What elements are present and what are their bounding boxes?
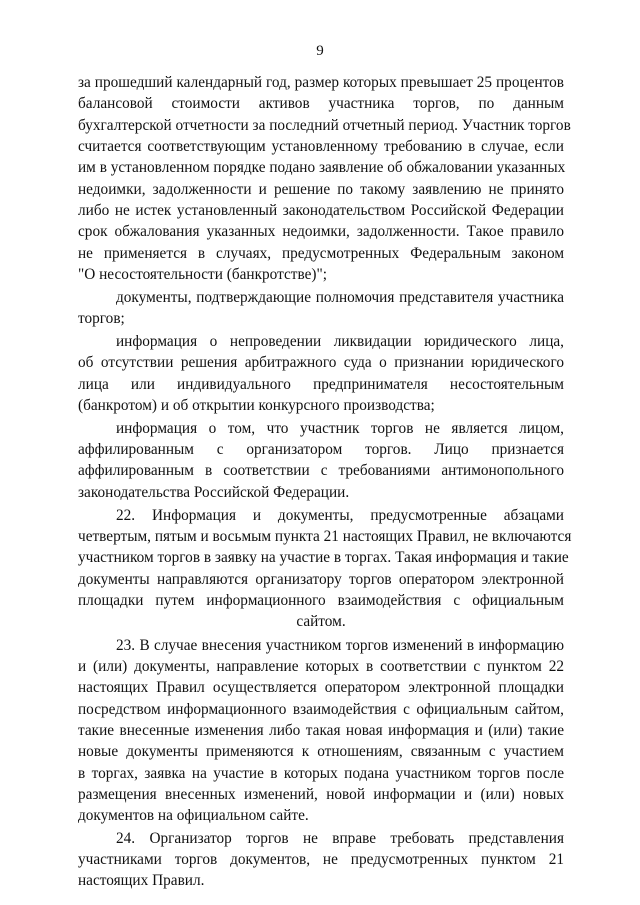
text-line: аффилированным в соответствии с требованиями антимонопольного [78, 462, 564, 479]
text-line: торгов; [78, 310, 125, 327]
text-line: информация о том, что участник торгов не является лицом, [116, 420, 564, 437]
text-line: либо не истек установленный законодательством Российской Федерации [78, 202, 564, 219]
text-line: настоящих Правил осуществляется оператором электронной площадки [78, 679, 564, 696]
text-line: лица или индивидуального предпринимателя несостоятельным [78, 376, 564, 393]
text-line: им в установленном порядке подано заявление об обжаловании указанных [78, 159, 566, 176]
text-line: законодательства Российской Федерации. [78, 484, 350, 501]
text-line: посредством информационного взаимодействия с официальным сайтом, [78, 701, 564, 718]
text-line: новые документы применяются к отношениям, связанным с участием [78, 743, 564, 760]
text-line: не применяется в случаях, предусмотренных Федеральным законом [78, 245, 564, 262]
text-line: документы, подтверждающие полномочия представителя участника [116, 289, 564, 306]
text-line: настоящих Правил. [78, 872, 205, 889]
text-line: информация о непроведении ликвидации юридического лица, [116, 333, 564, 350]
text-line: такие внесенные изменения либо такая новая информация и (или) такие [78, 722, 564, 739]
text-line: "О несостоятельности (банкротстве)"; [78, 266, 327, 283]
text-line: аффилированным с организатором торгов. Лицо признается [78, 441, 564, 458]
text-line: площадки путем информационного взаимодействия с официальным [78, 592, 564, 609]
text-line: участником торгов в заявку на участие в торгах. Такая информация и такие [78, 549, 569, 566]
text-line: за прошедший календарный год, размер которых превышает 25 процентов [78, 74, 564, 91]
text-line: срок обжалования указанных недоимки, задолженности. Такое правило [78, 223, 564, 240]
text-line: 24. Организатор торгов не вправе требовать представления [116, 830, 564, 847]
text-line: участниками торгов документов, не предусмотренных пунктом 21 [78, 851, 564, 868]
text-line: документы направляются организатору торгов оператором электронной [78, 571, 564, 588]
text-line: (банкротом) и об открытии конкурсного производства; [78, 397, 435, 414]
text-line: балансовой стоимости активов участника торгов, по данным [78, 95, 564, 112]
text-line: размещения внесенных изменений, новой информации и (или) новых [78, 786, 564, 803]
text-line: считается соответствующим установленному требованию в случае, если [78, 138, 564, 155]
text-line: недоимки, задолженности и решение по такому заявлению не принято [78, 181, 564, 198]
text-line: об отсутствии решения арбитражного суда о признании юридического [78, 354, 564, 371]
text-line: в торгах, заявка на участие в которых подана участником торгов после [78, 765, 564, 782]
page-number: 9 [316, 43, 324, 59]
text-line: четвертым, пятым и восьмым пункта 21 настоящих Правил, не включаются [78, 528, 572, 545]
text-line: бухгалтерской отчетности за последний отчетный период. Участник торгов [78, 117, 571, 134]
text-line: документов на официальном сайте. [78, 807, 309, 824]
text-line: 22. Информация и документы, предусмотренные абзацами [116, 507, 564, 524]
text-line: сайтом. [296, 613, 346, 630]
text-line: 23. В случае внесения участником торгов изменений в информацию [116, 637, 564, 654]
text-line: и (или) документы, направление которых в соответствии с пунктом 22 [78, 658, 564, 675]
